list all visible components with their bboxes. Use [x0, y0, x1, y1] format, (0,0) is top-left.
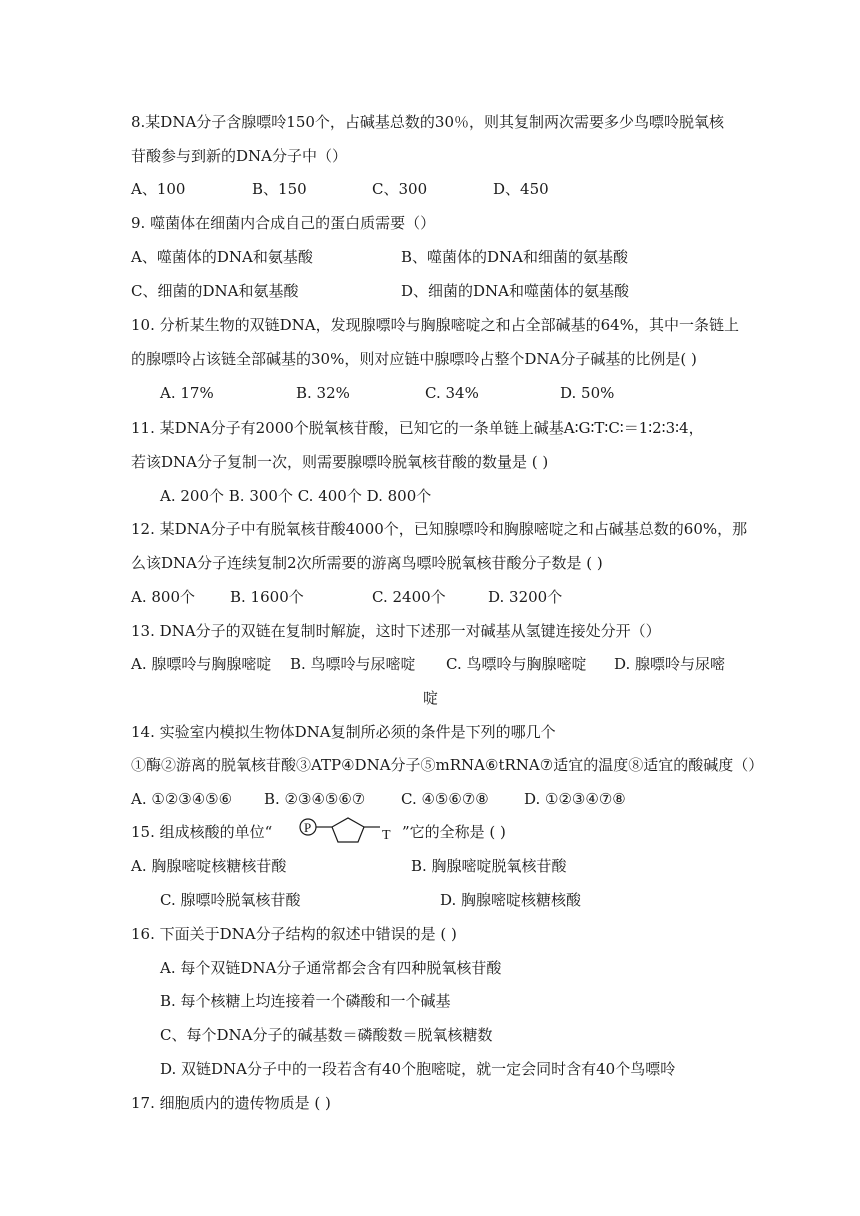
- q13-option-d-wrap: 啶: [423, 689, 439, 707]
- q9-option-b: B、噬菌体的DNA和细菌的氨基酸: [401, 248, 629, 266]
- q9-option-d: D、细菌的DNA和噬菌体的氨基酸: [401, 282, 630, 300]
- q12-stem-line1: 12. 某DNA分子中有脱氧核苷酸4000个，已知腺嘌呤和胸腺嘧啶之和占碱基总数的60%，那: [131, 520, 748, 538]
- nucleotide-diagram: [290, 815, 400, 845]
- phosphate-label: P: [304, 820, 312, 835]
- q15-option-c: C. 腺嘌呤脱氧核苷酸: [160, 891, 301, 909]
- q13-option-c: C. 鸟嘌呤与胸腺嘧啶: [446, 655, 587, 673]
- q8-option-d: D、450: [493, 180, 549, 198]
- q11-stem-line2: 若该DNA分子复制一次，则需要腺嘌呤脱氧核苷酸的数量是 ( ): [131, 453, 549, 471]
- q17-stem: 17. 细胞质内的遗传物质是 ( ): [131, 1094, 331, 1112]
- q10-stem-line1: 10. 分析某生物的双链DNA，发现腺嘌呤与胸腺嘧啶之和占全部碱基的64%，其中一条链上: [131, 316, 739, 334]
- q9-option-c: C、细菌的DNA和氨基酸: [131, 282, 299, 300]
- q12-stem-line2: 么该DNA分子连续复制2次所需要的游离鸟嘌呤脱氧核苷酸分子数是 ( ): [131, 554, 603, 572]
- q14-option-c: C. ④⑤⑥⑦⑧: [401, 790, 489, 808]
- q16-stem: 16. 下面关于DNA分子结构的叙述中错误的是 ( ): [131, 925, 457, 943]
- q13-option-a: A. 腺嘌呤与胸腺嘧啶: [131, 655, 272, 673]
- q8-stem-line1: 8.某DNA分子含腺嘌呤150个，占碱基总数的30％，则其复制两次需要多少鸟嘌呤脱氧核: [131, 113, 725, 131]
- q13-stem: 13. DNA分子的双链在复制时解旋，这时下述那一对碱基从氢键连接处分开（）: [131, 622, 661, 640]
- q15-stem-end: ”它的全称是 ( ): [402, 823, 506, 841]
- deoxyribose-pentagon: [332, 818, 364, 842]
- q8-option-c: C、300: [372, 180, 428, 198]
- q14-items: ①酶②游离的脱氧核苷酸③ATP④DNA分子⑤mRNA⑥tRNA⑦适宜的温度⑧适宜的酸碱度（）: [131, 756, 764, 774]
- q15-option-d: D. 胸腺嘧啶核糖核酸: [440, 891, 582, 909]
- q16-option-a: A. 每个双链DNA分子通常都会含有四种脱氧核苷酸: [160, 959, 502, 977]
- q13-option-d: D. 腺嘌呤与尿嘧: [614, 655, 726, 673]
- q14-option-b: B. ②③④⑤⑥⑦: [264, 790, 366, 808]
- q8-option-a: A、100: [131, 180, 186, 198]
- q15-option-a: A. 胸腺嘧啶核糖核苷酸: [131, 857, 287, 875]
- q10-option-b: B. 32%: [296, 384, 350, 402]
- q8-option-b: B、150: [252, 180, 307, 198]
- thymine-label: T: [382, 828, 391, 843]
- q8-stem-line2: 苷酸参与到新的DNA分子中（）: [131, 147, 347, 165]
- q16-option-b: B. 每个核糖上均连接着一个磷酸和一个碱基: [160, 992, 451, 1010]
- q9-option-a: A、噬菌体的DNA和氨基酸: [131, 248, 313, 266]
- q10-option-c: C. 34%: [425, 384, 479, 402]
- q12-option-d: D. 3200个: [488, 588, 563, 606]
- q9-stem: 9. 噬菌体在细菌内合成自己的蛋白质需要（）: [131, 214, 436, 232]
- q14-option-a: A. ①②③④⑤⑥: [131, 790, 233, 808]
- q13-option-b: B. 鸟嘌呤与尿嘧啶: [290, 655, 416, 673]
- q15-option-b: B. 胸腺嘧啶脱氧核苷酸: [411, 857, 567, 875]
- q11-options: A. 200个 B. 300个 C. 400个 D. 800个: [160, 487, 432, 505]
- q12-option-c: C. 2400个: [372, 588, 446, 606]
- q10-option-a: A. 17%: [160, 384, 214, 402]
- q10-stem-line2: 的腺嘌呤占该链全部碱基的30%，则对应链中腺嘌呤占整个DNA分子碱基的比例是( ): [131, 350, 697, 368]
- q14-stem: 14. 实验室内模拟生物体DNA复制所必须的条件是下列的哪几个: [131, 723, 556, 741]
- q16-option-d: D. 双链DNA分子中的一段若含有40个胞嘧啶，就一定会同时含有40个鸟嘌呤: [160, 1060, 676, 1078]
- q14-option-d: D. ①②③④⑦⑧: [524, 790, 626, 808]
- q15-stem-start: 15. 组成核酸的单位“: [131, 823, 273, 841]
- q11-stem-line1: 11. 某DNA分子有2000个脱氧核苷酸，已知它的一条单链上碱基A∶G∶T∶C∶＝1∶2∶3∶4，: [131, 419, 704, 437]
- q10-option-d: D. 50%: [560, 384, 615, 402]
- q12-option-b: B. 1600个: [230, 588, 304, 606]
- q12-option-a: A. 800个: [131, 588, 195, 606]
- q16-option-c: C、每个DNA分子的碱基数＝磷酸数＝脱氧核糖数: [160, 1026, 493, 1044]
